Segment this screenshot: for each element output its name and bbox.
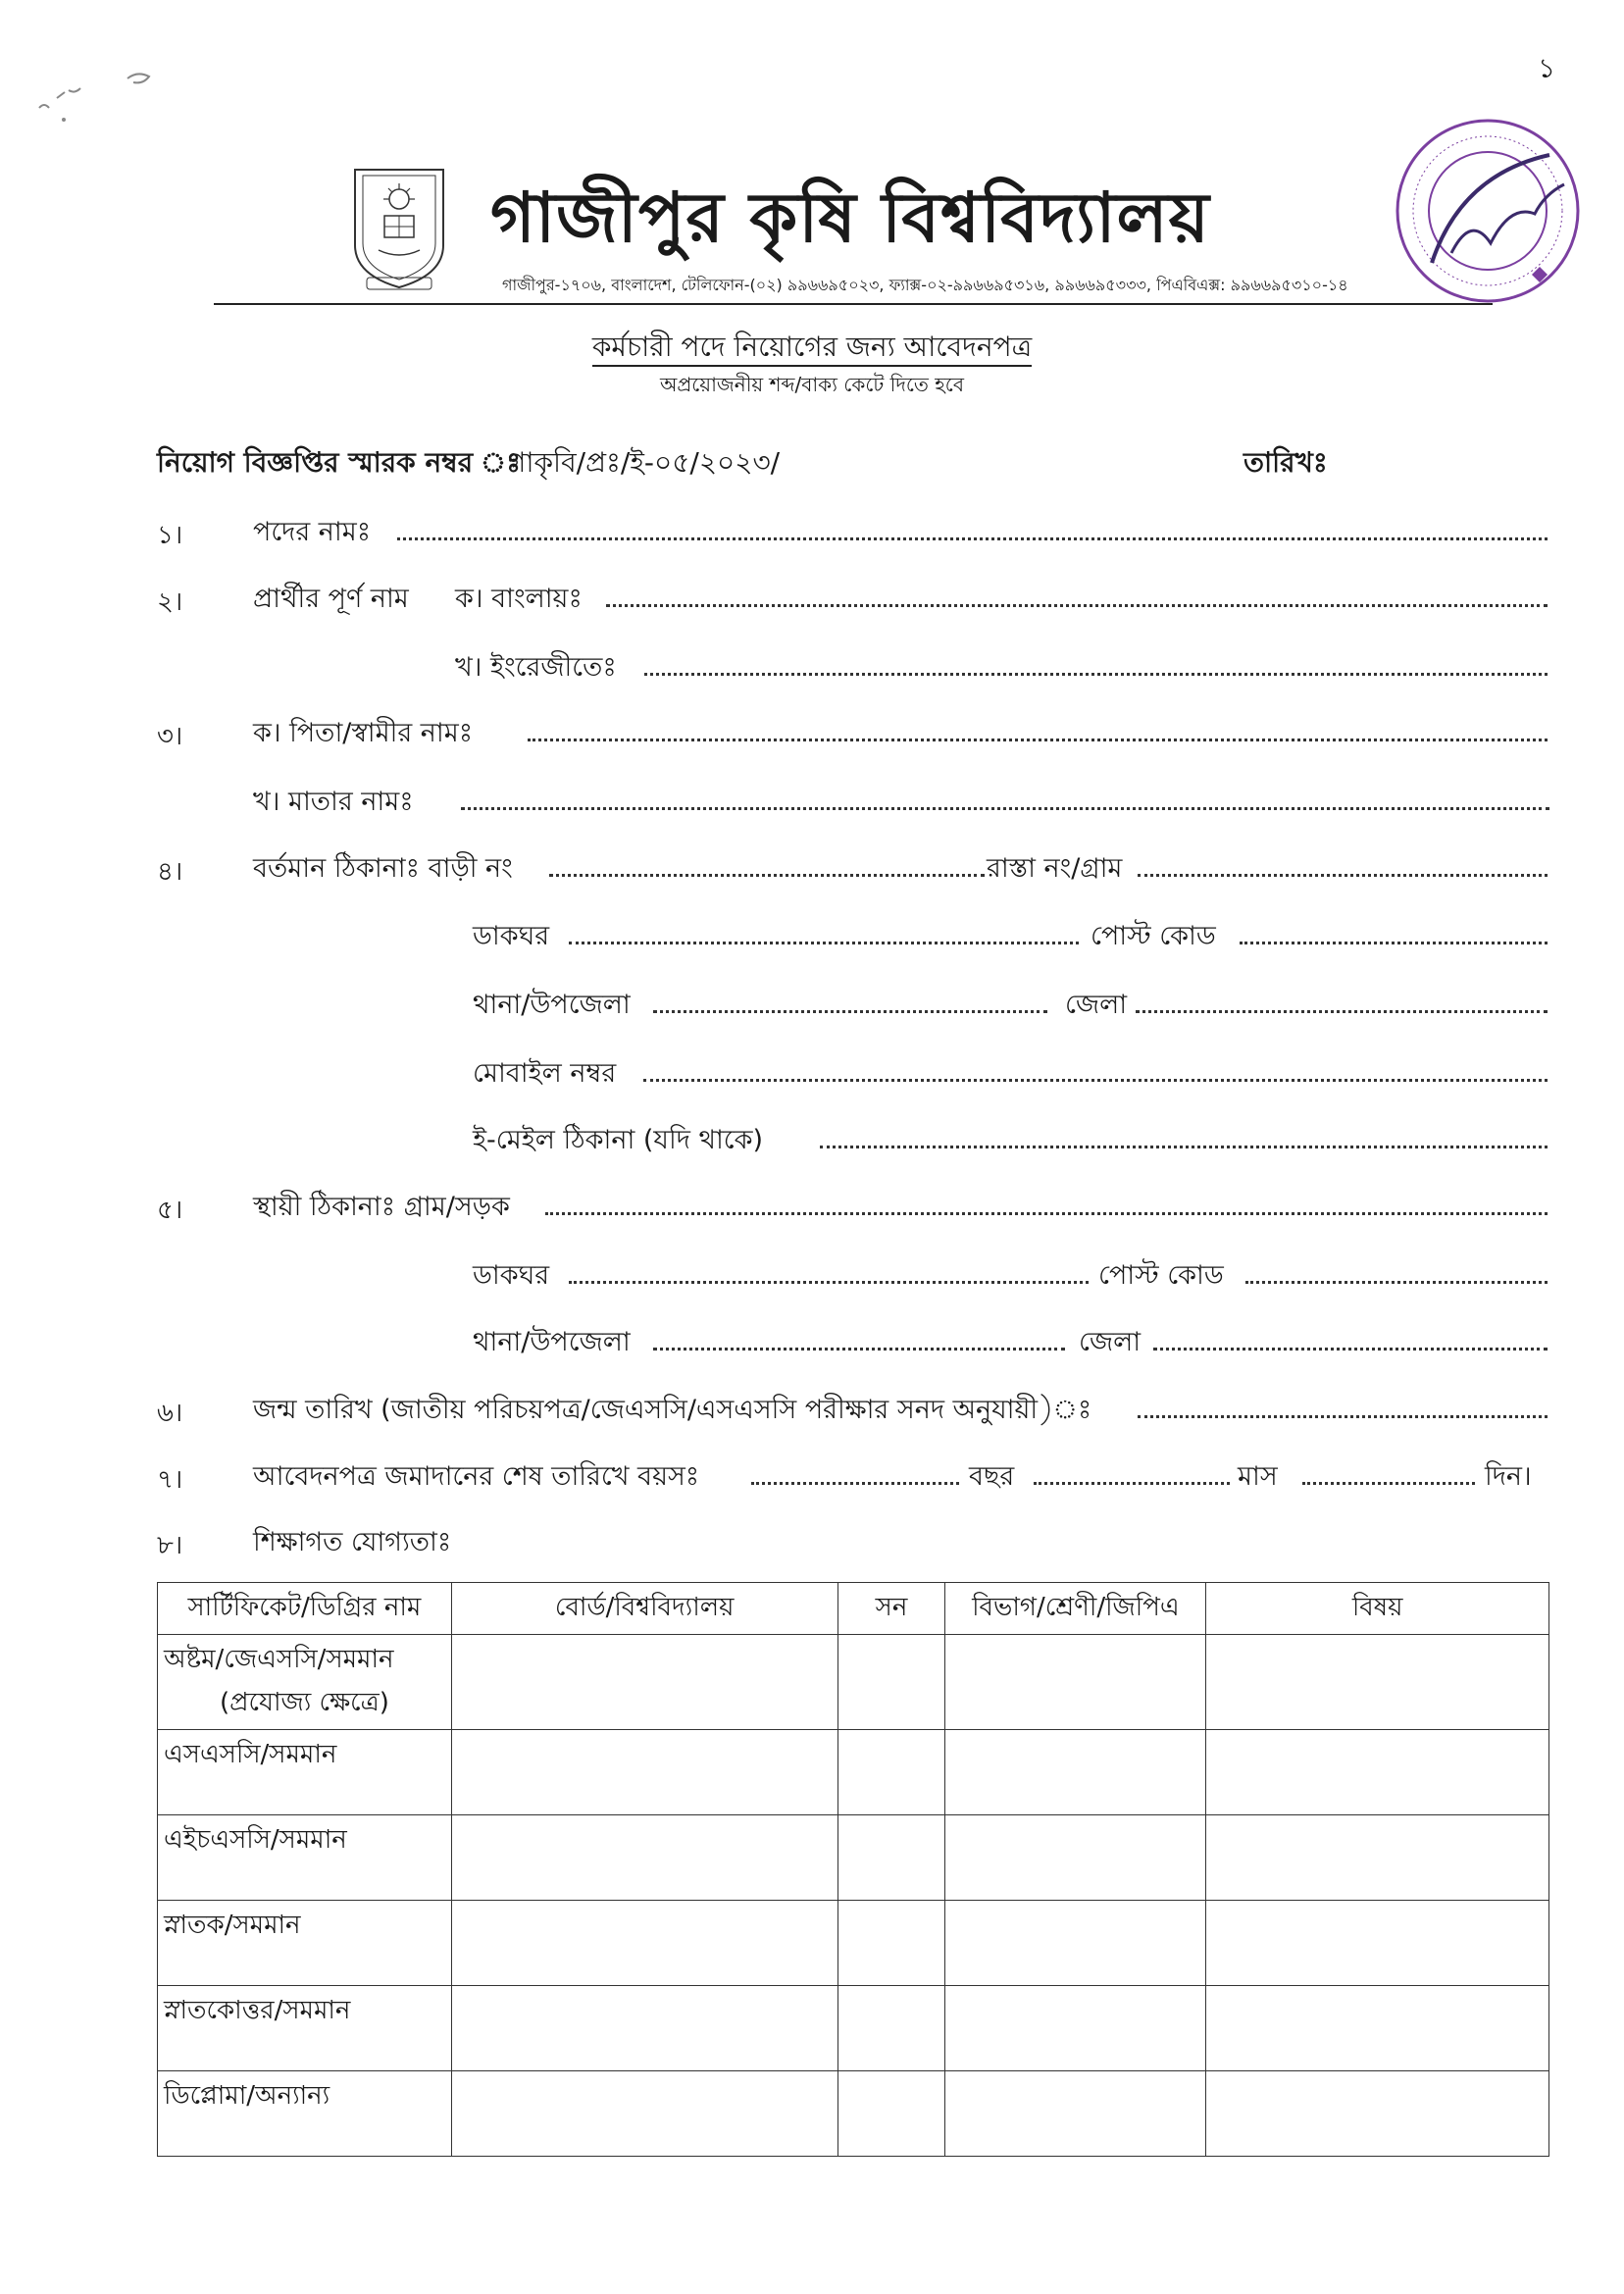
present-post-code-label: পোস্ট কোড [1091, 921, 1216, 951]
present-district-label: জেলা [1065, 990, 1128, 1020]
division-cell[interactable] [945, 1730, 1206, 1815]
present-post-office-field[interactable] [569, 942, 1079, 944]
present-district-field[interactable] [1136, 1010, 1548, 1013]
item-number-6: ৬। [157, 1399, 183, 1428]
present-address-label: বর্তমান ঠিকানাঃ বাড়ী নং [253, 853, 513, 884]
subject-cell[interactable] [1206, 1815, 1549, 1901]
present-post-office-label: ডাকঘর [473, 921, 550, 951]
dob-label: জন্ম তারিখ (জাতীয় পরিচয়পত্র/জেএসসি/এসএসসি পরীক্ষার সনদ অনুযায়ী)ঃ [253, 1395, 1092, 1425]
age-year-label: বছর [969, 1461, 1015, 1492]
degree-name: স্নাতকোত্তর/সমমান [164, 1996, 351, 2025]
email-label: ই-মেইল ঠিকানা (যদি থাকে) [473, 1125, 764, 1155]
degree-name: এইচএসসি/সমমান [164, 1825, 347, 1855]
division-cell[interactable] [945, 2071, 1206, 2157]
memo-value: গাকৃবি/প্রঃ/ই-০৫/২০২৩/ [508, 446, 781, 479]
board-cell[interactable] [451, 1635, 837, 1730]
degree-name: ডিপ্লোমা/অন্যান্য [164, 2081, 330, 2111]
permanent-district-field[interactable] [1153, 1348, 1548, 1351]
present-thana-label: থানা/উপজেলা [473, 990, 631, 1020]
age-day-field[interactable] [1302, 1482, 1475, 1485]
road-village-field[interactable] [1138, 874, 1548, 877]
memo-label: নিয়োগ বিজ্ঞপ্তির স্মারক নম্বর ঃ [157, 446, 521, 479]
mobile-field[interactable] [643, 1079, 1548, 1082]
full-name-label: প্রার্থীর পূর্ণ নাম [253, 584, 409, 614]
university-address: গাজীপুর-১৭০৬, বাংলাদেশ, টেলিফোন-(০২) ৯৯৬৬৯৫০২৩, ফ্যাক্স-০২-৯৯৬৬৯৫৩১৬, ৯৯৬৬৯৫৩৩৩, পিএবিএক্স: ৯৯৬৬৯৫৩১০-১৪ [502, 276, 1348, 294]
form-title-text: কর্মচারী পদে নিয়োগের জন্য আবেদনপত্র [592, 331, 1032, 367]
education-label: শিক্ষাগত যোগ্যতাঃ [253, 1527, 452, 1557]
header-divider [214, 303, 1493, 305]
table-row [158, 1635, 1549, 1730]
post-name-field[interactable] [397, 537, 1548, 540]
form-title [0, 326, 1624, 372]
dob-field[interactable] [1138, 1415, 1548, 1418]
subject-cell[interactable] [1206, 1635, 1549, 1730]
name-bangla-field[interactable] [606, 604, 1548, 607]
division-cell[interactable] [945, 1815, 1206, 1901]
university-seal-stamp [1393, 116, 1584, 307]
board-cell[interactable] [451, 1986, 837, 2071]
subject-cell[interactable] [1206, 1901, 1549, 1986]
col-header-year: সন [837, 1583, 945, 1635]
year-cell[interactable] [837, 1901, 945, 1986]
board-cell[interactable] [451, 1730, 837, 1815]
item-number-4: ৪। [157, 857, 183, 887]
age-year-field[interactable] [751, 1482, 959, 1485]
permanent-post-office-field[interactable] [569, 1281, 1089, 1284]
present-post-code-field[interactable] [1240, 942, 1548, 944]
university-logo [345, 162, 453, 294]
item-number-5: ৫। [157, 1196, 183, 1225]
present-thana-field[interactable] [653, 1010, 1047, 1013]
degree-cell [158, 1635, 452, 1730]
subject-cell[interactable] [1206, 2071, 1549, 2157]
permanent-district-label: জেলা [1079, 1327, 1142, 1357]
year-cell[interactable] [837, 1986, 945, 2071]
degree-name: এসএসসি/সমমান [164, 1740, 337, 1769]
board-cell[interactable] [451, 1901, 837, 1986]
name-bangla-label: ক। বাংলায়ঃ [455, 584, 583, 614]
age-month-field[interactable] [1034, 1482, 1230, 1485]
division-cell[interactable] [945, 1901, 1206, 1986]
division-cell[interactable] [945, 1986, 1206, 2071]
degree-cell [158, 1730, 452, 1815]
age-label: আবেদনপত্র জমাদানের শেষ তারিখে বয়সঃ [253, 1461, 700, 1492]
item-number-8: ৮। [157, 1531, 183, 1560]
post-name-label: পদের নামঃ [253, 517, 372, 547]
permanent-thana-label: থানা/উপজেলা [473, 1327, 631, 1357]
father-name-label: ক। পিতা/স্বামীর নামঃ [253, 718, 474, 748]
item-number-3: ৩। [157, 722, 183, 751]
year-cell[interactable] [837, 1815, 945, 1901]
division-cell[interactable] [945, 1635, 1206, 1730]
permanent-village-field[interactable] [545, 1212, 1548, 1215]
permanent-post-code-label: পোস্ট কোড [1098, 1260, 1224, 1291]
board-cell[interactable] [451, 2071, 837, 2157]
item-number-7: ৭। [157, 1465, 183, 1495]
degree-cell [158, 2071, 452, 2157]
house-no-field[interactable] [549, 874, 985, 877]
name-english-field[interactable] [644, 673, 1548, 676]
degree-cell [158, 1815, 452, 1901]
subject-cell[interactable] [1206, 1730, 1549, 1815]
permanent-post-code-field[interactable] [1245, 1281, 1548, 1284]
col-header-degree: সার্টিফিকেট/ডিগ্রির নাম [158, 1583, 452, 1635]
degree-note: (প্রযোজ্য ক্ষেত্রে) [219, 1688, 389, 1717]
name-english-label: খ। ইংরেজীতেঃ [455, 652, 617, 683]
mother-name-label: খ। মাতার নামঃ [253, 787, 414, 817]
year-cell[interactable] [837, 2071, 945, 2157]
permanent-thana-field[interactable] [653, 1348, 1065, 1351]
item-number-2: ২। [157, 587, 183, 617]
age-month-label: মাস [1238, 1461, 1278, 1492]
col-header-division: বিভাগ/শ্রেণী/জিপিএ [945, 1583, 1206, 1635]
table-row [158, 1815, 1549, 1901]
road-village-label: রাস্তা নং/গ্রাম [987, 853, 1123, 884]
item-number-1: ১। [157, 521, 183, 550]
table-row [158, 1730, 1549, 1815]
mobile-label: মোবাইল নম্বর [473, 1058, 617, 1089]
father-name-field[interactable] [528, 739, 1548, 741]
permanent-post-office-label: ডাকঘর [473, 1260, 550, 1291]
subject-cell[interactable] [1206, 1986, 1549, 2071]
page-number: ১ [1538, 52, 1556, 84]
education-table-header [158, 1583, 1549, 1635]
education-table [157, 1582, 1549, 2157]
degree-cell [158, 1901, 452, 1986]
table-row [158, 2071, 1549, 2157]
scribble-marks [29, 69, 167, 147]
degree-cell [158, 1986, 452, 2071]
form-instruction: অপ্রয়োজনীয় শব্দ/বাক্য কেটে দিতে হবে [660, 373, 964, 396]
university-name: গাজীপুর কৃষি বিশ্ববিদ্যালয় [490, 178, 1210, 258]
board-cell[interactable] [451, 1815, 837, 1901]
year-cell[interactable] [837, 1635, 945, 1730]
permanent-address-label: স্থায়ী ঠিকানাঃ গ্রাম/সড়ক [253, 1192, 510, 1222]
degree-name: অষ্টম/জেএসসি/সমমান [164, 1645, 394, 1674]
degree-name: স্নাতক/সমমান [164, 1911, 301, 1940]
email-field[interactable] [820, 1146, 1548, 1148]
table-row [158, 1986, 1549, 2071]
col-header-board: বোর্ড/বিশ্ববিদ্যালয় [451, 1583, 837, 1635]
mother-name-field[interactable] [461, 807, 1549, 810]
col-header-subject: বিষয় [1206, 1583, 1549, 1635]
table-row [158, 1901, 1549, 1986]
age-day-label: দিন। [1485, 1461, 1532, 1492]
date-label: তারিখঃ [1243, 446, 1328, 479]
year-cell[interactable] [837, 1730, 945, 1815]
